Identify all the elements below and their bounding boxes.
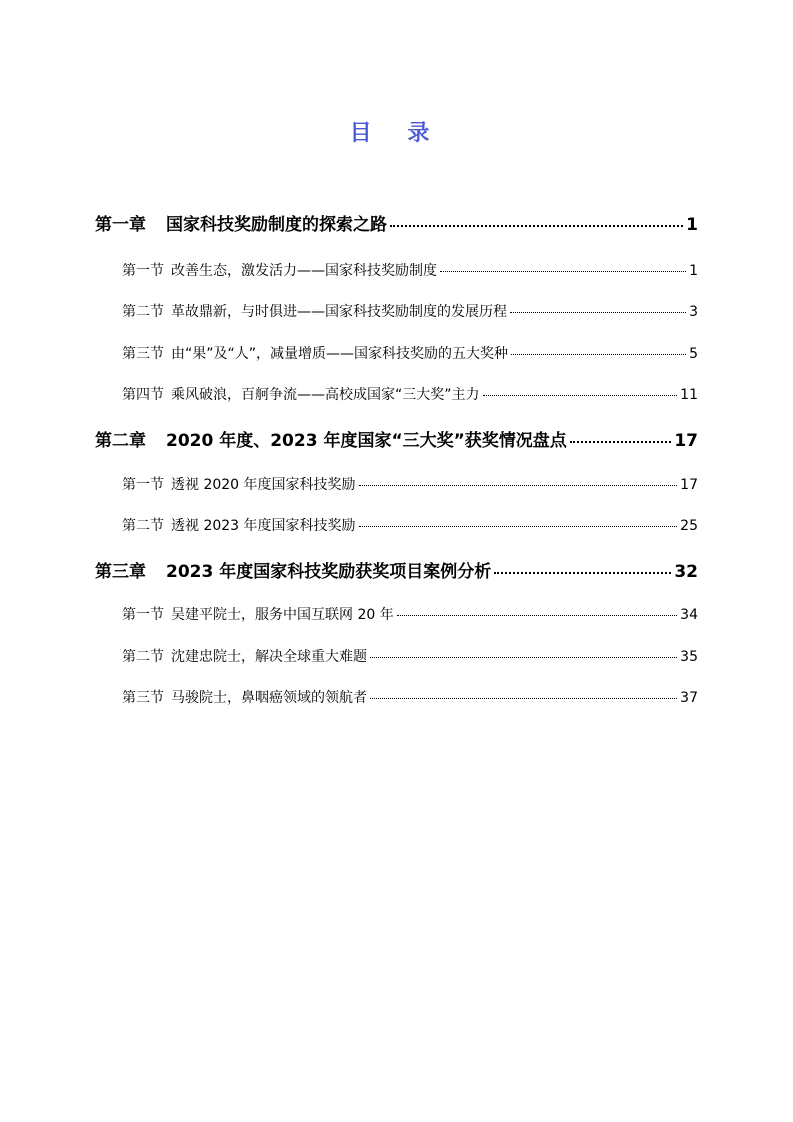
toc-section-1-1[interactable] bbox=[122, 260, 698, 280]
section-number: 第三节 bbox=[122, 346, 164, 362]
chapter-number: 第二章 bbox=[95, 431, 146, 451]
toc-section-2-2[interactable] bbox=[122, 515, 698, 535]
section-title: 透视 2020 年度国家科技奖励 bbox=[171, 477, 356, 493]
section-title: 改善生态，激发活力——国家科技奖励制度 bbox=[171, 263, 437, 279]
section-title: 透视 2023 年度国家科技奖励 bbox=[171, 518, 356, 534]
chapter-title: 2020 年度、2023 年度国家“三大奖”获奖情况盘点 bbox=[166, 431, 567, 451]
page-number: 37 bbox=[680, 690, 698, 706]
page-number: 3 bbox=[689, 304, 698, 320]
toc-section-3-1[interactable] bbox=[122, 604, 698, 624]
chapter-number: 第三章 bbox=[95, 562, 146, 582]
dot-leader bbox=[370, 657, 677, 658]
toc-section-3-3[interactable] bbox=[122, 687, 698, 707]
section-number: 第二节 bbox=[122, 649, 164, 665]
toc-section-1-3[interactable] bbox=[122, 343, 698, 363]
toc-section-3-2[interactable] bbox=[122, 646, 698, 666]
page-number: 5 bbox=[689, 346, 698, 362]
toc-section-1-4[interactable] bbox=[122, 384, 698, 404]
section-number: 第一节 bbox=[122, 477, 164, 493]
section-number: 第四节 bbox=[122, 387, 164, 403]
dot-leader bbox=[397, 615, 677, 616]
page-number: 1 bbox=[686, 215, 698, 235]
page-number: 1 bbox=[689, 263, 698, 279]
section-number: 第二节 bbox=[122, 304, 164, 320]
page-number: 25 bbox=[680, 518, 698, 534]
section-title: 革故鼎新，与时俱进——国家科技奖励制度的发展历程 bbox=[171, 304, 507, 320]
section-title: 由“果”及“人”，减量增质——国家科技奖励的五大奖种 bbox=[171, 346, 509, 362]
dot-leader bbox=[494, 572, 671, 574]
toc-section-1-2[interactable] bbox=[122, 301, 698, 321]
dot-leader bbox=[483, 395, 678, 396]
toc-section-2-1[interactable] bbox=[122, 474, 698, 494]
page-number: 17 bbox=[680, 477, 698, 493]
toc-chapter-3[interactable] bbox=[95, 557, 698, 582]
section-title: 沈建忠院士，解决全球重大难题 bbox=[171, 649, 367, 665]
dot-leader bbox=[370, 698, 677, 699]
section-number: 第二节 bbox=[122, 518, 164, 534]
dot-leader bbox=[570, 441, 672, 443]
dot-leader bbox=[510, 312, 686, 313]
dot-leader bbox=[390, 225, 683, 227]
dot-leader bbox=[359, 485, 678, 486]
section-title: 马骏院士，鼻咽癌领域的领航者 bbox=[171, 690, 367, 706]
toc-chapter-2[interactable] bbox=[95, 426, 698, 451]
page-number: 17 bbox=[674, 431, 698, 451]
chapter-number: 第一章 bbox=[95, 215, 146, 235]
page-number: 35 bbox=[680, 649, 698, 665]
page-number: 32 bbox=[674, 562, 698, 582]
chapter-title: 2023 年度国家科技奖励获奖项目案例分析 bbox=[166, 562, 492, 582]
dot-leader bbox=[440, 271, 686, 272]
section-number: 第一节 bbox=[122, 607, 164, 623]
dot-leader bbox=[359, 526, 678, 527]
page-number: 34 bbox=[680, 607, 698, 623]
section-number: 第一节 bbox=[122, 263, 164, 279]
chapter-title: 国家科技奖励制度的探索之路 bbox=[166, 215, 387, 235]
page-number: 11 bbox=[680, 387, 698, 403]
dot-leader bbox=[511, 354, 686, 355]
section-number: 第三节 bbox=[122, 690, 164, 706]
section-title: 乘风破浪，百舸争流——高校成国家“三大奖”主力 bbox=[171, 387, 480, 403]
toc-title: 目 录 bbox=[349, 121, 444, 146]
section-title: 吴建平院士，服务中国互联网 20 年 bbox=[171, 607, 394, 623]
toc-chapter-1[interactable] bbox=[95, 210, 698, 235]
